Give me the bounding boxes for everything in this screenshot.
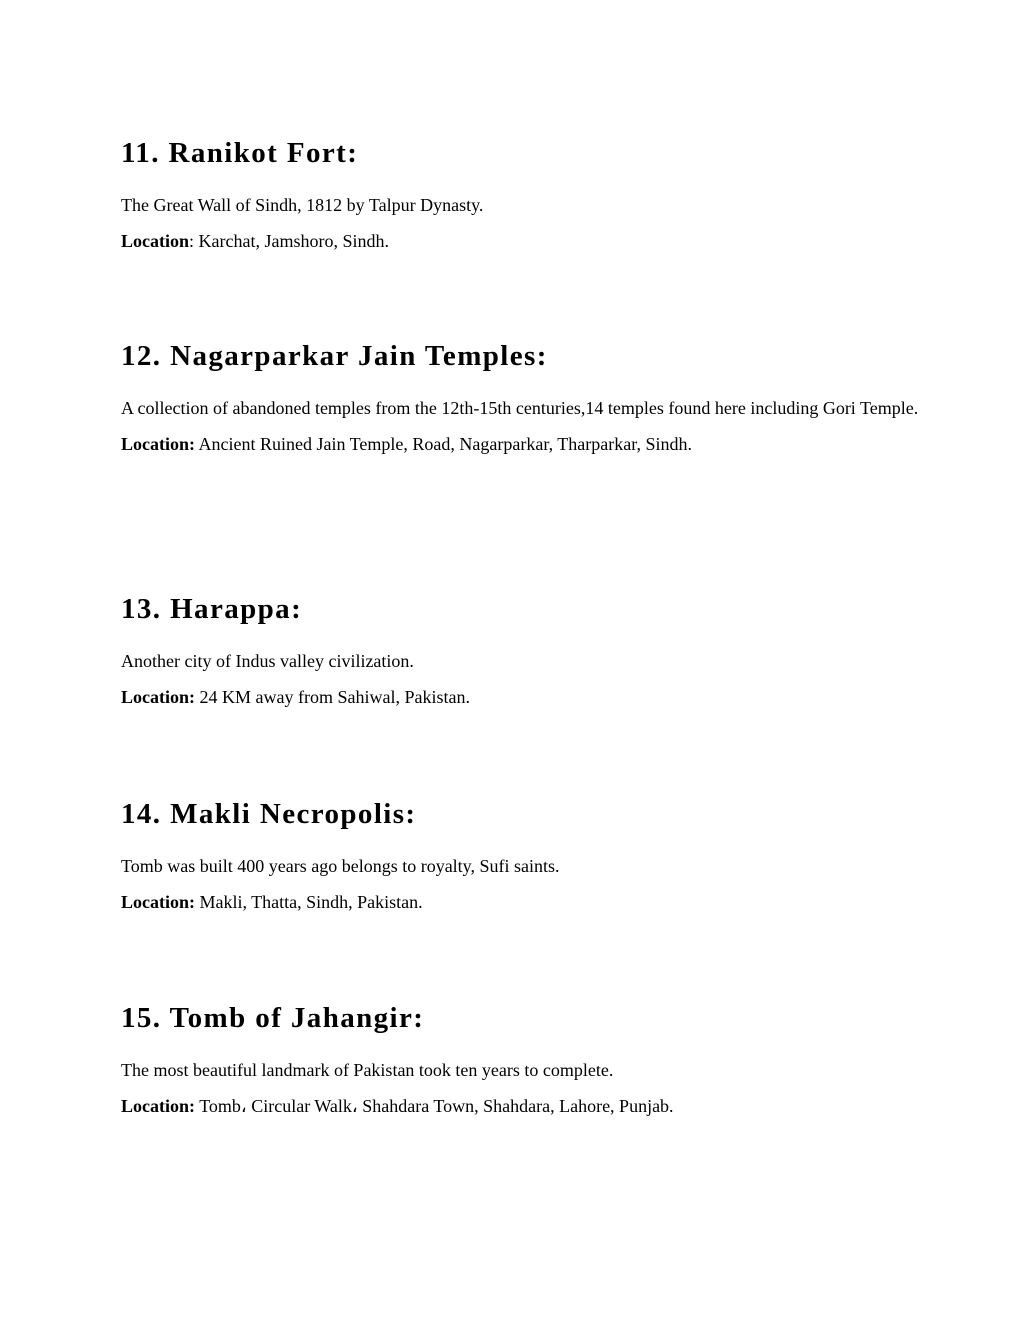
location-value: 24 KM away from Sahiwal, Pakistan. xyxy=(199,687,470,707)
location-label: Location xyxy=(121,231,190,251)
section-makli-necropolis xyxy=(121,796,921,914)
section-description: Tomb was built 400 years ago belongs to royalty, Sufi saints. xyxy=(121,856,560,876)
section-nagarparkar-jain-temples xyxy=(121,338,921,456)
section-description: The most beautiful landmark of Pakistan took ten years to complete. xyxy=(121,1060,614,1080)
section-heading: 13. Harappa: xyxy=(121,593,303,625)
location-line xyxy=(121,1094,921,1118)
section-heading: 11. Ranikot Fort: xyxy=(121,137,359,169)
location-label: Location: xyxy=(121,892,195,912)
section-tomb-of-jahangir xyxy=(121,1000,921,1118)
section-harappa xyxy=(121,591,921,709)
location-separator: : xyxy=(189,231,199,251)
section-heading: 14. Makli Necropolis: xyxy=(121,798,417,830)
section-description: The Great Wall of Sindh, 1812 by Talpur Dynasty. xyxy=(121,195,484,215)
section-description: Another city of Indus valley civilization. xyxy=(121,651,414,671)
section-description: A collection of abandoned temples from the 12th-15th centuries,14 temples found here including Gori Temple. xyxy=(121,398,919,418)
location-value: Ancient Ruined Jain Temple, Road, Nagarparkar, Tharparkar, Sindh. xyxy=(198,434,693,454)
location-label: Location: xyxy=(121,687,195,707)
section-heading: 12. Nagarparkar Jain Temples: xyxy=(121,340,548,372)
location-value: Makli, Thatta, Sindh, Pakistan. xyxy=(199,892,423,912)
location-line xyxy=(121,432,921,456)
section-ranikot-fort xyxy=(121,135,921,253)
location-line xyxy=(121,229,921,253)
location-label: Location: xyxy=(121,434,195,454)
section-heading: 15. Tomb of Jahangir: xyxy=(121,1002,425,1034)
location-value: Tomb، Circular Walk، Shahdara Town, Shahdara, Lahore, Punjab. xyxy=(199,1096,674,1116)
location-value: Karchat, Jamshoro, Sindh. xyxy=(198,231,389,251)
location-label: Location: xyxy=(121,1096,195,1116)
location-line xyxy=(121,685,921,709)
location-line xyxy=(121,890,921,914)
